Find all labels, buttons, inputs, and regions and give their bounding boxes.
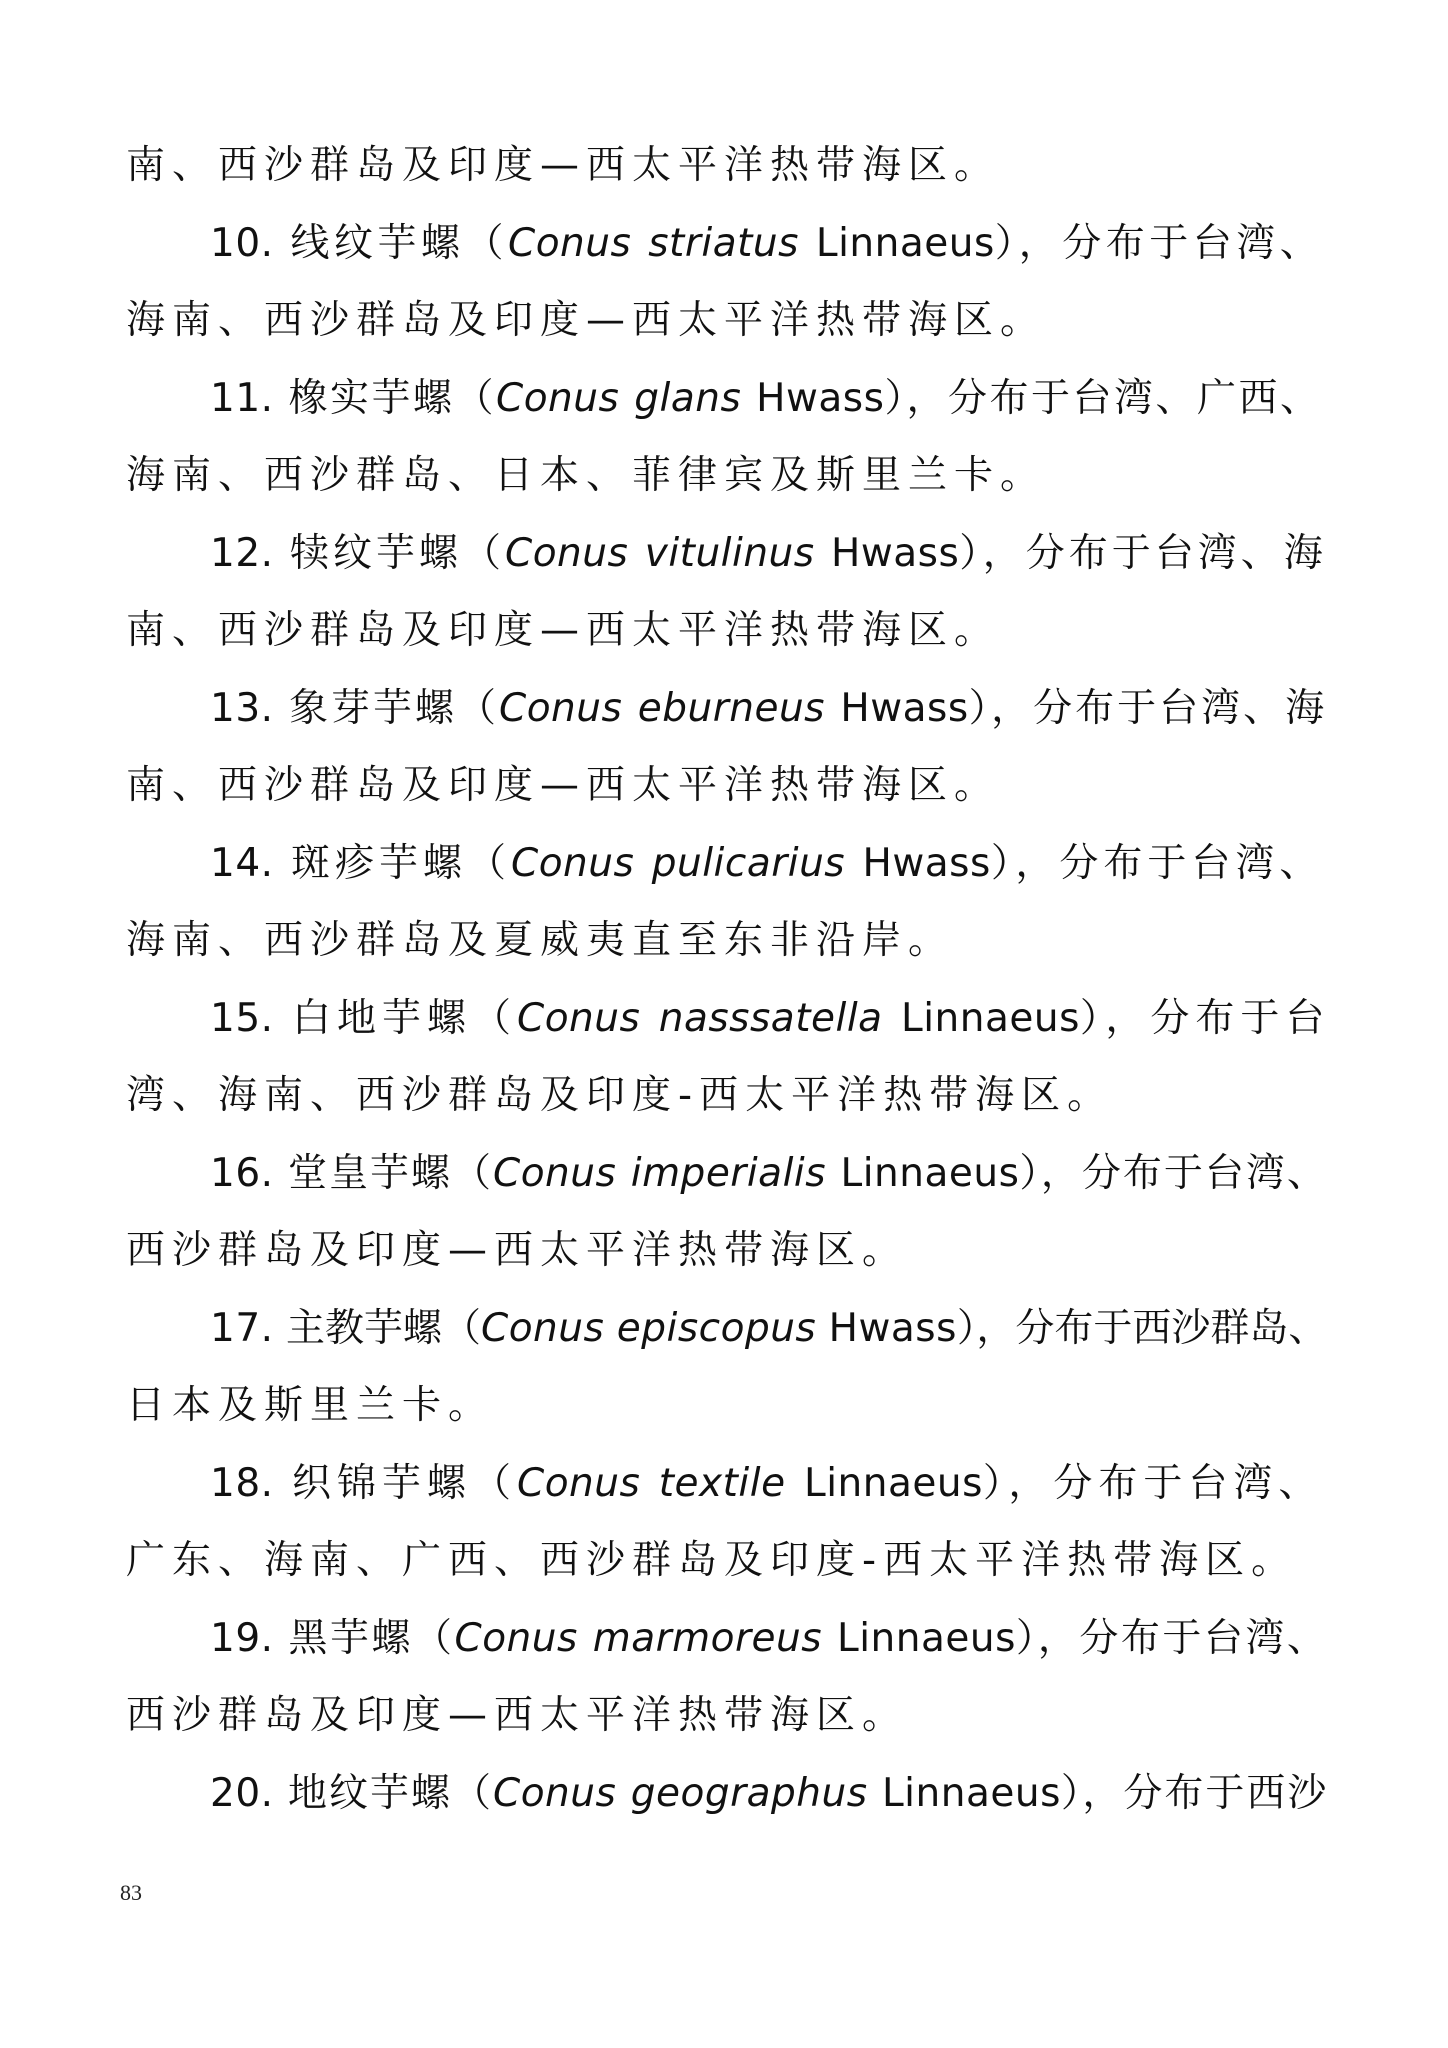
paragraph-continuation-line: 海南、西沙群岛及印度—西太平洋热带海区。 bbox=[126, 298, 1047, 343]
paragraph-continuation-line: 日本及斯里兰卡。 bbox=[126, 1383, 495, 1428]
species-epithet: striatus bbox=[648, 220, 799, 266]
species-epithet: marmoreus bbox=[592, 1615, 823, 1661]
common-name: 堂皇芋螺 bbox=[287, 1150, 452, 1196]
genus-name: Conus bbox=[516, 995, 641, 1041]
entry-number: 19. bbox=[210, 1615, 274, 1661]
paragraph-continuation-line: 西沙群岛及印度—西太平洋热带海区。 bbox=[126, 1693, 909, 1738]
species-author: Linnaeus bbox=[900, 995, 1080, 1041]
genus-name: Conus bbox=[516, 1460, 641, 1506]
species-author: Hwass bbox=[756, 375, 885, 421]
paragraph-continuation-line: 海南、西沙群岛及夏威夷直至东非沿岸。 bbox=[126, 918, 955, 963]
page-number: 83 bbox=[120, 1880, 142, 1905]
species-entry-line: 16. 堂皇芋螺（Conus imperialis Linnaeus），分布于台湾、 bbox=[210, 1150, 1328, 1196]
distribution-text: ），分布于台湾、 bbox=[982, 1460, 1324, 1506]
paragraph-continuation-line: 广东、海南、广西、西沙群岛及印度-西太平洋热带海区。 bbox=[126, 1538, 1298, 1583]
species-entry-line: 18. 织锦芋螺（Conus textile Linnaeus），分布于台湾、 bbox=[210, 1460, 1324, 1506]
species-entry-line: 10. 线纹芋螺（Conus striatus Linnaeus），分布于台湾、 bbox=[210, 220, 1324, 266]
species-epithet: imperialis bbox=[630, 1150, 827, 1196]
common-name: 线纹芋螺 bbox=[290, 220, 465, 266]
distribution-text: ），分布于西沙群岛、 bbox=[956, 1305, 1328, 1351]
common-name: 织锦芋螺 bbox=[291, 1460, 472, 1506]
species-entry-line: 11. 橡实芋螺（Conus glans Hwass），分布于台湾、广西、 bbox=[210, 375, 1322, 421]
common-name: 白地芋螺 bbox=[291, 995, 472, 1041]
species-entry-line: 12. 犊纹芋螺（Conus vitulinus Hwass），分布于台湾、海 bbox=[210, 530, 1327, 576]
species-author: Hwass bbox=[862, 840, 991, 886]
paragraph-continuation-line: 西沙群岛及印度—西太平洋热带海区。 bbox=[126, 1228, 909, 1273]
species-epithet: eburneus bbox=[637, 685, 825, 731]
paragraph-continuation-line: 海南、西沙群岛、日本、菲律宾及斯里兰卡。 bbox=[126, 453, 1047, 498]
species-author: Hwass bbox=[828, 1305, 957, 1351]
entry-number: 15. bbox=[210, 995, 274, 1041]
species-entry-line: 13. 象芽芋螺（Conus eburneus Hwass），分布于台湾、海 bbox=[210, 685, 1328, 731]
paragraph-continuation-line: 南、西沙群岛及印度—西太平洋热带海区。 bbox=[126, 763, 1001, 808]
entry-number: 18. bbox=[210, 1460, 274, 1506]
genus-name: Conus bbox=[480, 1305, 605, 1351]
genus-name: Conus bbox=[507, 220, 632, 266]
entry-number: 17. bbox=[210, 1305, 274, 1351]
species-epithet: textile bbox=[658, 1460, 786, 1506]
common-name: 主教芋螺 bbox=[285, 1305, 442, 1351]
species-entry-line: 14. 斑疹芋螺（Conus pulicarius Hwass），分布于台湾、 bbox=[210, 840, 1324, 886]
species-epithet: nasssatella bbox=[658, 995, 883, 1041]
entry-number: 14. bbox=[210, 840, 274, 886]
entry-number: 11. bbox=[210, 375, 274, 421]
genus-name: Conus bbox=[498, 685, 623, 731]
genus-name: Conus bbox=[492, 1150, 617, 1196]
paragraph-continuation-line: 南、西沙群岛及印度—西太平洋热带海区。 bbox=[126, 143, 1001, 188]
species-author: Linnaeus bbox=[881, 1770, 1061, 1816]
species-entry-line: 17. 主教芋螺（Conus episcopus Hwass），分布于西沙群岛、 bbox=[210, 1305, 1328, 1351]
common-name: 地纹芋螺 bbox=[287, 1770, 452, 1816]
distribution-text: ），分布于台湾、海 bbox=[959, 530, 1327, 576]
common-name: 橡实芋螺 bbox=[288, 375, 455, 421]
entry-number: 16. bbox=[210, 1150, 274, 1196]
genus-name: Conus bbox=[454, 1615, 578, 1661]
paragraph-continuation-line: 湾、海南、西沙群岛及印度-西太平洋热带海区。 bbox=[126, 1073, 1114, 1118]
species-author: Linnaeus bbox=[815, 220, 995, 266]
entry-number: 20. bbox=[210, 1770, 274, 1816]
species-author: Linnaeus bbox=[803, 1460, 983, 1506]
distribution-text: ），分布于台湾、广西、 bbox=[884, 375, 1322, 421]
species-author: Hwass bbox=[840, 685, 969, 731]
species-entry-line: 19. 黑芋螺（Conus marmoreus Linnaeus），分布于台湾、 bbox=[210, 1615, 1329, 1661]
paragraph-continuation-line: 南、西沙群岛及印度—西太平洋热带海区。 bbox=[126, 608, 1001, 653]
species-author: Linnaeus bbox=[840, 1150, 1020, 1196]
distribution-text: ），分布于台湾、海 bbox=[968, 685, 1328, 731]
entry-number: 12. bbox=[210, 530, 274, 576]
species-epithet: glans bbox=[634, 375, 742, 421]
genus-name: Conus bbox=[492, 1770, 617, 1816]
species-entry-line: 20. 地纹芋螺（Conus geographus Linnaeus），分布于西沙 bbox=[210, 1770, 1329, 1816]
species-epithet: episcopus bbox=[616, 1305, 817, 1351]
distribution-text: ），分布于西沙 bbox=[1060, 1770, 1329, 1816]
common-name: 犊纹芋螺 bbox=[289, 530, 462, 576]
entry-number: 10. bbox=[210, 220, 274, 266]
distribution-text: ），分布于台湾、 bbox=[1019, 1150, 1328, 1196]
species-entry-line: 15. 白地芋螺（Conus nasssatella Linnaeus），分布于台 bbox=[210, 995, 1331, 1041]
distribution-text: ），分布于台湾、 bbox=[990, 840, 1324, 886]
common-name: 黑芋螺 bbox=[288, 1615, 413, 1661]
distribution-text: ），分布于台湾、 bbox=[1015, 1615, 1329, 1661]
distribution-text: ），分布于台湾、 bbox=[994, 220, 1324, 266]
distribution-text: ），分布于台 bbox=[1079, 995, 1331, 1041]
species-author: Linnaeus bbox=[836, 1615, 1016, 1661]
common-name: 斑疹芋螺 bbox=[290, 840, 467, 886]
species-epithet: pulicarius bbox=[651, 840, 846, 886]
genus-name: Conus bbox=[504, 530, 629, 576]
genus-name: Conus bbox=[510, 840, 635, 886]
common-name: 象芽芋螺 bbox=[288, 685, 457, 731]
genus-name: Conus bbox=[495, 375, 620, 421]
species-epithet: geographus bbox=[630, 1770, 868, 1816]
species-epithet: vitulinus bbox=[644, 530, 815, 576]
entry-number: 13. bbox=[210, 685, 274, 731]
species-author: Hwass bbox=[831, 530, 960, 576]
